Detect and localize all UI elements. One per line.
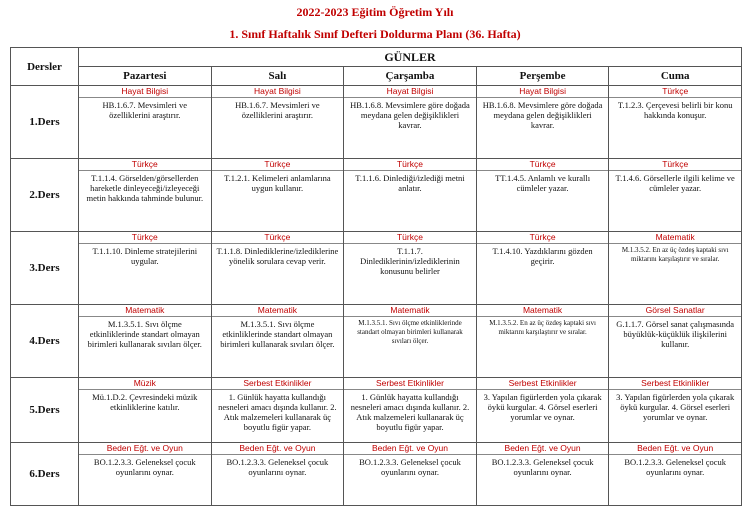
objective-text: BO.1.2.3.3. Geleneksel çocuk oyunlarını oynar. [359,457,461,477]
plan-cell [476,232,609,305]
column-header-gunler: GÜNLER [79,48,742,67]
plan-cell [79,378,212,443]
objective-text: TT.1.4.5. Anlamlı ve kurallı cümleler yazar. [495,173,591,193]
objective-text: G.1.1.7. Görsel sanat çalışmasında büyüklük-küçüklük ilişkilerini kullanır. [616,319,735,349]
plan-cell [344,378,477,443]
subject-label: Türkçe [212,232,344,244]
day-header-wednesday: Çarşamba [344,67,477,86]
plan-cell [609,232,742,305]
objective-text: BO.1.2.3.3. Geleneksel çocuk oyunlarını oynar. [624,457,727,477]
document-title-year: 2022-2023 Eğitim Öğretim Yılı [296,5,454,19]
subject-label: Türkçe [212,159,344,171]
subject-label: Türkçe [477,232,609,244]
plan-cell [211,232,344,305]
objective-text: T.1.4.6. Görsellerle ilgili kelime ve cümleler yazar. [615,173,735,193]
objective-text: BO.1.2.3.3. Geleneksel çocuk oyunlarını oynar. [226,457,329,477]
plan-cell [344,86,477,159]
plan-cell [476,86,609,159]
lesson-label: 3.Ders [11,232,79,305]
day-header-thursday: Perşembe [476,67,609,86]
objective-text: T.1.1.4. Görselden/görsellerden hareketle dinleyeceği/izleyeceği metin hakkında tahminde bulunur. [86,173,204,203]
subject-label: Müzik [79,378,211,390]
plan-cell [344,305,477,378]
plan-cell [211,159,344,232]
table-row [11,232,742,305]
subject-label: Matematik [212,305,344,317]
subject-label: Serbest Etkinlikler [212,378,344,390]
subject-label: Beden Eğt. ve Oyun [609,443,741,455]
objective-text: HB.1.6.8. Mevsimlere göre doğada meydana gelen değişiklikleri kavrar. [350,100,470,130]
plan-cell [609,305,742,378]
objective-text: T.1.2.1. Kelimeleri anlamlarına uygun kullanır. [224,173,331,193]
plan-cell [79,232,212,305]
plan-cell [211,305,344,378]
objective-text: M.1.3.5.2. En az üç özdeş kaptaki sıvı miktarını karşılaştırır ve sıralar. [489,319,596,336]
objective-text: T.1.1.8. Dinlediklerine/izlediklerine yönelik sorulara cevap verir. [216,246,339,266]
objective-text: M.1.3.5.2. En az üç özdeş kaptaki sıvı miktarını karşılaştırır ve sıralar. [621,246,729,263]
subject-label: Türkçe [344,159,476,171]
plan-cell [79,443,212,506]
subject-label: Serbest Etkinlikler [609,378,741,390]
subject-label: Serbest Etkinlikler [344,378,476,390]
plan-cell [211,86,344,159]
subject-label: Hayat Bilgisi [477,86,609,98]
objective-text: T.1.4.10. Yazdıklarını gözden geçirir. [492,246,593,266]
plan-cell [211,378,344,443]
plan-cell [476,159,609,232]
plan-cell [344,443,477,506]
objective-text: T.1.2.3. Çerçevesi belirli bir konu hakkında konuşur. [617,100,733,120]
subject-label: Beden Eğt. ve Oyun [212,443,344,455]
objective-text: HB.1.6.7. Mevsimleri ve özelliklerini araştırır. [102,100,188,120]
subject-label: Türkçe [477,159,609,171]
lesson-label: 5.Ders [11,378,79,443]
table-row [11,443,742,506]
plan-cell [609,86,742,159]
weekly-plan-table [10,47,742,506]
lesson-label: 6.Ders [11,443,79,506]
subject-label: Türkçe [344,232,476,244]
lesson-label: 2.Ders [11,159,79,232]
plan-cell [344,232,477,305]
objective-text: 1. Günlük hayatta kullandığı nesneleri amacı dışında kullanır. 2. Atık malzemeleri kullanarak üç boyutlu figür yapar. [350,392,470,432]
column-header-dersler: Dersler [11,48,79,86]
subject-label: Türkçe [609,159,741,171]
objective-text: T.1.1.10. Dinleme stratejilerini uygular. [92,246,198,266]
subject-label: Beden Eğt. ve Oyun [477,443,609,455]
plan-cell [211,443,344,506]
objective-text: M.1.3.5.1. Sıvı ölçme etkinliklerinde standart olmayan birimleri kullanarak sıvıları ölçer. [357,319,463,345]
plan-cell [609,443,742,506]
day-header-tuesday: Salı [211,67,344,86]
objective-text: BO.1.2.3.3. Geleneksel çocuk oyunlarını oynar. [491,457,594,477]
objective-text: HB.1.6.8. Mevsimlere göre doğada meydana gelen değişiklikleri kavrar. [482,100,603,130]
table-row [11,159,742,232]
objective-text: 3. Yapılan figürlerden yola çıkarak öykü kurgular. 4. Görsel eserleri yorumlar ve oynar. [616,392,735,422]
objective-text: M.1.3.5.1. Sıvı ölçme etkinliklerinde standart olmayan birimleri kullanarak sıvıları ölçer. [220,319,335,349]
subject-label: Beden Eğt. ve Oyun [79,443,211,455]
plan-cell [79,159,212,232]
subject-label: Hayat Bilgisi [212,86,344,98]
lesson-label: 1.Ders [11,86,79,159]
subject-label: Türkçe [609,86,741,98]
plan-cell [344,159,477,232]
document-title-plan: 1. Sınıf Haftalık Sınıf Defteri Doldurma Planı (36. Hafta) [229,27,521,41]
subject-label: Matematik [477,305,609,317]
objective-text: 3. Yapılan figürlerden yola çıkarak öykü kurgular. 4. Görsel eserleri yorumlar ve oynar. [483,392,602,422]
subject-label: Matematik [344,305,476,317]
plan-cell [476,378,609,443]
subject-label: Matematik [609,232,741,244]
subject-label: Hayat Bilgisi [79,86,211,98]
objective-text: T.1.1.6. Dinlediği/izlediği metni anlatır. [355,173,465,193]
subject-label: Beden Eğt. ve Oyun [344,443,476,455]
subject-label: Hayat Bilgisi [344,86,476,98]
plan-cell [476,305,609,378]
objective-text: 1. Günlük hayatta kullandığı nesneleri amacı dışında kullanır. 2. Atık malzemeleri kullanarak üç boyutlu figür yapar. [218,392,337,432]
objective-text: Mü.1.D.2. Çevresindeki müzik etkinliklerine katılır. [92,392,198,412]
subject-label: Matematik [79,305,211,317]
plan-cell [609,159,742,232]
plan-cell [476,443,609,506]
objective-text: M.1.3.5.1. Sıvı ölçme etkinliklerinde standart olmayan birimleri kullanarak sıvıları ölçer. [87,319,202,349]
day-header-monday: Pazartesi [79,67,212,86]
subject-label: Görsel Sanatlar [609,305,741,317]
table-row [11,86,742,159]
subject-label: Türkçe [79,232,211,244]
plan-cell [79,305,212,378]
lesson-label: 4.Ders [11,305,79,378]
objective-text: HB.1.6.7. Mevsimleri ve özelliklerini araştırır. [235,100,320,120]
objective-text: BO.1.2.3.3. Geleneksel çocuk oyunlarını oynar. [93,457,196,477]
subject-label: Türkçe [79,159,211,171]
day-header-friday: Cuma [609,67,742,86]
table-row [11,378,742,443]
subject-label: Serbest Etkinlikler [477,378,609,390]
plan-cell [609,378,742,443]
plan-cell [79,86,212,159]
objective-text: T.1.1.7. Dinlediklerinin/izlediklerinin konusunu belirler [360,246,460,276]
table-row [11,305,742,378]
